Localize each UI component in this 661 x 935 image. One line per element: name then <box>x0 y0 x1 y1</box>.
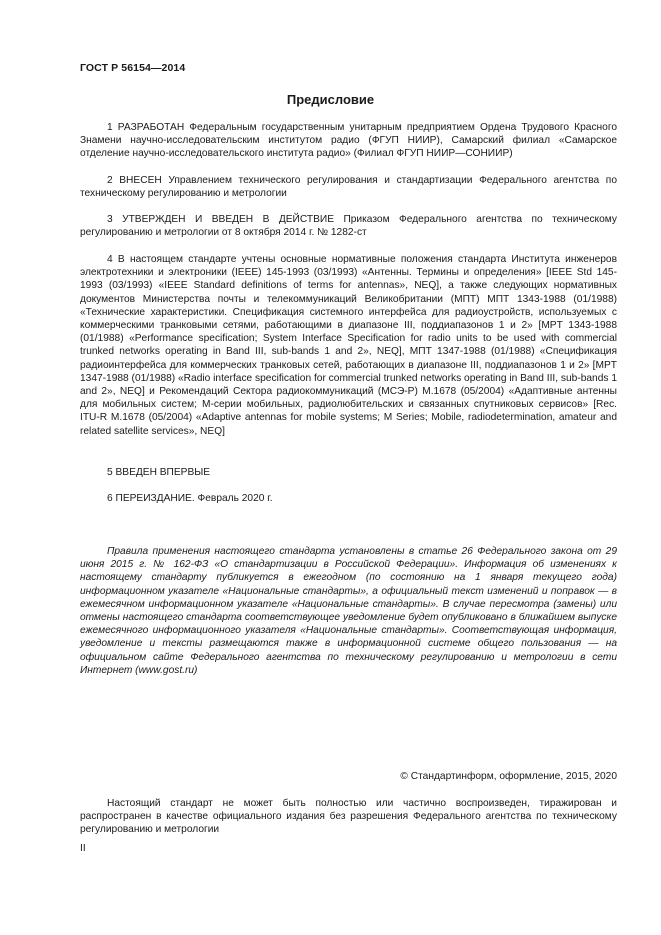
page-title: Предисловие <box>286 92 375 107</box>
standard-code: ГОСТ Р 56154—2014 <box>80 62 186 74</box>
preface-item-3: 3 УТВЕРЖДЕН И ВВЕДЕН В ДЕЙСТВИЕ Приказом Федерального агентства по техническому регулированию и метрологии от 8 октября 2014 г. № 1282-ст <box>80 214 617 239</box>
copyright-line: © Стандартинформ, оформление, 2015, 2020 <box>400 771 617 782</box>
reproduction-notice: Настоящий стандарт не может быть полностью или частично воспроизведен, тиражирован и распространен в качестве официального издания без разрешения Федерального агентства по техническому регулированию и метрологии <box>80 798 617 836</box>
preface-item-5: 5 ВВЕДЕН ВПЕРВЫЕ <box>107 467 211 478</box>
preface-item-2: 2 ВНЕСЕН Управлением технического регулирования и стандартизации Федерального агентства по техническому регулированию и метрологии <box>80 175 617 200</box>
rules-notice: Правила применения настоящего стандарта установлены в статье 26 Федерального закона от 29 июня 2015 г. № 162-ФЗ «О стандартизации в Российской Федерации». Информация об изменениях к настоящему стандарту публикуется в ежегодном (по состоянию на 1 января текущего года) информационном указателе «Национальные стандарты», а официальный текст изменений и поправок — в ежемесячном информационном указателе «Национальные стандарты». В случае пересмотра (замены) или отмены настоящего стандарта соответствующее уведомление будет опубликовано в ближайшем выпуске ежемесячного информационного указателя «Национальные стандарты». Соответствующая информация, уведомление и тексты размещаются также в информационной системе общего пользования — на официальном сайте Федерального агентства по техническому регулированию и метрологии в сети Интернет (www.gost.ru) <box>80 546 617 676</box>
preface-item-4: 4 В настоящем стандарте учтены основные нормативные положения стандарта Института инженеров электротехники и электроники (IEEE) 145-1993 (03/1993) «Антенны. Термины и определения» [IEEE Std 145-1993 (03/1993) «IEEE Standard definitions of terms for antennas», NEQ], а также следующих нормативных документов Министерства почты и телекоммуникаций Великобритании (МПТ) МПТ 1343-1988 (01/1988) «Технические характеристики. Спецификация системного интерфейса для радиоустройств, используемых с коммерческими транковыми сетями, работающими в диапазоне III, поддиапазонов 1 и 2» [MPT 1343-1988 (01/1988) «Performance specification; System Interface Specification for radio units to be used with commercial trunked networks operating in Band III, sub-bands 1 and 2», NEQ], МПТ 1347-1988 (01/1988) «Спецификация радиоинтерфейса для коммерческих транковых сетей, работающих в диапазоне III, поддиапазонов 1 и 2» [MPT 1347-1988 (01/1988) «Radio interface specification for commercial trunked networks operating in Band III, sub-bands 1 and 2», NEQ] и Рекомендаций Сектора радиокоммуникаций (МСЭ-Р) M.1678 (05/2004) «Адаптивные антенны для мобильных систем; М-серии мобильных, радиолюбительских и связанных спутниковых сервисов» [Rec. ITU-R M.1678 (05/2004) «Adaptive antennas for mobile systems; M Series; Mobile, radiodetermination, amateur and related satellite services», NEQ] <box>80 254 617 437</box>
page-number: II <box>80 843 86 854</box>
preface-item-6: 6 ПЕРЕИЗДАНИЕ. Февраль 2020 г. <box>107 493 273 504</box>
preface-item-1: 1 РАЗРАБОТАН Федеральным государственным унитарным предприятием Ордена Трудового Красного Знамени научно-исследовательским институтом радио (ФГУП НИИР), Самарский филиал «Самарское отделение научно-исследовательского института радио» (Филиал ФГУП НИИР—СОНИИР) <box>80 122 617 160</box>
